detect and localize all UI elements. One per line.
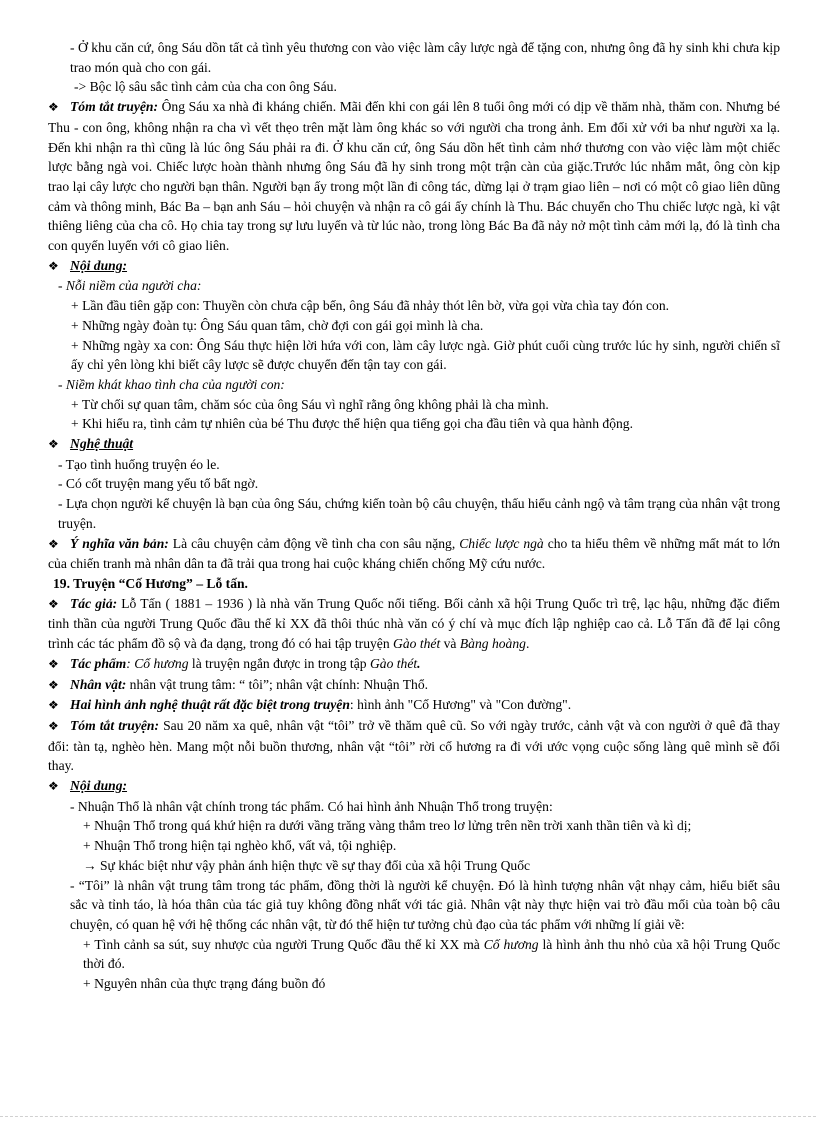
paragraph-text: . bbox=[417, 655, 421, 671]
section-label: Tác phẩm bbox=[70, 655, 127, 671]
meaning-paragraph bbox=[48, 534, 780, 574]
summary-paragraph bbox=[48, 716, 780, 776]
paragraph-text: + Tình cảnh sa sút, suy nhược của người Trung Quốc đầu thế kỉ XX mà bbox=[83, 936, 484, 952]
section-label: Tác giả: bbox=[70, 595, 118, 611]
section-label: Tóm tắt truyện: bbox=[70, 717, 159, 733]
document-body bbox=[48, 38, 780, 994]
work-title: Bàng hoàng bbox=[459, 636, 526, 652]
paragraph-text: Là câu chuyện cảm động về tình cha con sâu nặng, bbox=[168, 535, 460, 551]
paragraph-text: Sau 20 năm xa quê, nhân vật “tôi” trở về thăm quê cũ. So với ngày trước, cảnh vật và con người ở quê đã thay đổi: tàn tạ, nghèo hèn. Mang một nỗi buồn thương, nhân vật “tôi” rời cố hương ra đi với ước vọng cuộc sống làng quê mình sẽ đổi thay. bbox=[48, 717, 780, 774]
section-label: Nghệ thuật bbox=[70, 436, 134, 452]
paragraph-text: là truyện ngắn được in trong tập bbox=[188, 655, 370, 671]
work-title: Chiếc lược ngà bbox=[459, 535, 544, 551]
list-item: + Nhuận Thổ trong quá khứ hiện ra dưới vầng trăng vàng thắm treo lơ lửng trên nền trời xanh thần tiên và kì dị; bbox=[83, 818, 692, 834]
paragraph-text: nhân vật trung tâm: “ tôi”; nhân vật chính: Nhuận Thổ. bbox=[126, 676, 429, 692]
list-item: - Có cốt truyện mang yếu tố bất ngờ. bbox=[58, 476, 259, 492]
character-paragraph bbox=[48, 675, 780, 696]
bullet-icon: ❖ bbox=[48, 698, 59, 713]
section-label: Tóm tắt truyện: bbox=[70, 99, 159, 115]
work-title: Cố hương bbox=[483, 936, 539, 952]
paragraph: -> Bộc lộ sâu sắc tình cảm của cha con ông Sáu. bbox=[74, 79, 337, 95]
bullet-icon: ❖ bbox=[48, 779, 59, 794]
summary-paragraph bbox=[48, 97, 780, 256]
list-item: - Tạo tình huống truyện éo le. bbox=[58, 456, 220, 472]
paragraph-text: Ông Sáu xa nhà đi kháng chiến. Mãi đến khi con gái lên 8 tuổi ông mới có dịp về thăm nhà, thăm con. Nhưng bé Thu - con ông, không nhận ra cha vì vết thẹo trên mặt làm ông khác so với người cha trong ảnh. Em đối xử với ba như người xa lạ. Đến khi nhận ra thì cũng là lúc ông Sáu phải ra đi. Ở khu căn cứ, ông Sáu dồn hết tình cảm nhớ thương con vào việc làm một chiếc lược bằng ngà voi. Chiếc lược hoàn thành nhưng ông Sáu đã hy sinh trong một trận càn của giặc.Trước lúc nhắm mắt, ông còn kịp trao lại cây lược cho người bạn thân. Người bạn ấy trong một lần đi công tác, dừng lại ở trạm giao liên – nơi có một cô giao liên dũng cảm và thông minh, Bác Ba – bạn anh Sáu – hỏi chuyện và nhận ra cô gái ấy chính là Thu. Bác chuyển cho Thu chiếc lược ngà, kỉ vật thiêng liêng của cha cô. Họ chia tay trong sự lưu luyến và từ lúc nào, trong lòng Bác Ba đã nảy nở một tình cảm mới lạ, đó là tình cha con quyến luyến với cô giao liên. bbox=[48, 99, 780, 254]
section-title: 19. Truyện “Cố Hương” – Lỗ tấn. bbox=[53, 575, 248, 591]
section-heading bbox=[48, 256, 780, 277]
work-title: Cố hương bbox=[134, 655, 189, 671]
section-label: Nội dung: bbox=[70, 778, 128, 794]
paragraph-text: cho ta hiểu thêm về những mất mát to lớn của chiến tranh mà nhân dân ta đã trải qua trong hai cuộc kháng chiến chống Mỹ cứu nước. bbox=[48, 535, 781, 572]
bullet-icon: ❖ bbox=[48, 677, 59, 692]
author-paragraph bbox=[48, 594, 780, 654]
list-item: + Những ngày đoàn tụ: Ông Sáu quan tâm, chờ đợi con gái gọi mình là cha. bbox=[71, 317, 484, 333]
section-label: Nội dung: bbox=[70, 257, 128, 273]
list-item: + Từ chối sự quan tâm, chăm sóc của ông Sáu vì nghĩ rằng ông không phải là cha mình. bbox=[71, 396, 549, 412]
bullet-icon: ❖ bbox=[48, 718, 59, 733]
list-item: + Nhuận Thổ trong hiện tại nghèo khổ, vất vả, tội nghiệp. bbox=[83, 838, 397, 854]
bullet-icon: ❖ bbox=[48, 596, 59, 611]
paragraph-text: là hình ảnh thu nhỏ của xã hội Trung Quốc thời đó. bbox=[83, 936, 781, 972]
list-item: - Nhuận Thổ là nhân vật chính trong tác phẩm. Có hai hình ảnh Nhuận Thổ trong truyện: bbox=[70, 798, 553, 814]
bullet-icon: ❖ bbox=[48, 536, 59, 551]
list-item: + Nguyên nhân của thực trạng đáng buồn đó bbox=[83, 976, 326, 992]
list-item: - Lựa chọn người kể chuyện là bạn của ông Sáu, chứng kiến toàn bộ câu chuyện, thấu hiểu cảnh ngộ và tâm trạng của nhân vật trong truyện. bbox=[58, 496, 780, 531]
work-title: Gào thét bbox=[369, 655, 418, 671]
paragraph: - Ở khu căn cứ, ông Sáu dồn tất cả tình yêu thương con vào việc làm cây lược ngà để tặng con, nhưng ông đã hy sinh khi chưa kịp trao món quà cho con gái. bbox=[70, 40, 780, 75]
sub-heading: - Niềm khát khao tình cha của người con: bbox=[58, 376, 285, 392]
list-item: + Khi hiểu ra, tình cảm tự nhiên của bé Thu được thể hiện qua tiếng gọi cha đầu tiên và qua hành động. bbox=[71, 416, 633, 432]
work-title: Gào thét bbox=[393, 636, 441, 652]
images-paragraph bbox=[48, 695, 780, 716]
section-label: Nhân vật: bbox=[70, 676, 127, 692]
paragraph-text: : bbox=[126, 655, 135, 671]
list-item: - “Tôi” là nhân vật trung tâm trong tác phẩm, đồng thời là người kể chuyện. Đó là hình tượng nhân vật nhạy cảm, hiểu biết sâu sắc và tỉnh táo, là hóa thân của tác giả tuy không đồng nhất với tác giả. Nhân vật này thực hiện vai trò đầu mối của toàn bộ câu chuyện, có quan hệ với hệ thống các nhân vật, từ đó thể hiện tư tưởng chủ đạo của tác phẩm với những lí giải về: bbox=[70, 877, 780, 932]
sub-heading: - Nỗi niềm của người cha: bbox=[58, 278, 202, 294]
bullet-icon: ❖ bbox=[48, 656, 59, 671]
list-item bbox=[48, 935, 780, 974]
paragraph-text: : hình ảnh "Cố Hương" và "Con đường". bbox=[349, 697, 572, 713]
section-label: Ý nghĩa văn bản: bbox=[70, 535, 169, 551]
bullet-icon: ❖ bbox=[48, 100, 59, 115]
bullet-icon: ❖ bbox=[48, 258, 59, 273]
paragraph-text: và bbox=[440, 636, 460, 652]
section-heading bbox=[48, 434, 780, 455]
paragraph-text: . bbox=[525, 636, 530, 652]
section-heading bbox=[48, 776, 780, 797]
list-item: → Sự khác biệt như vậy phản ánh hiện thực về sự thay đổi của xã hội Trung Quốc bbox=[83, 857, 531, 873]
bullet-icon: ❖ bbox=[48, 437, 59, 452]
paragraph-text: Lỗ Tấn ( 1881 – 1936 ) là nhà văn Trung Quốc nổi tiếng. Bối cảnh xã hội Trung Quốc trì trệ, lạc hậu, những đặc điểm tinh thần của người Trung Quốc đầu thế kỉ XX đã thôi thúc nhà văn có ý chí và mục đích lập nghiệp cao cả. Lỗ Tấn đã để lại công trình các tác phẩm đồ sộ và đa dạng, trong đó có hai tập truyện bbox=[48, 595, 780, 652]
list-item: + Những ngày xa con: Ông Sáu thực hiện lời hứa với con, làm cây lược ngà. Giờ phút cuối cùng trước lúc hy sinh, người chiến sĩ ấy chỉ yên lòng khi biết cây lược sẽ được chuyển đến tận tay con gái. bbox=[71, 337, 780, 373]
section-label: Hai hình ảnh nghệ thuật rất đặc biệt trong truyện bbox=[70, 697, 350, 713]
page-border bbox=[0, 1116, 816, 1117]
list-item: + Lần đầu tiên gặp con: Thuyền còn chưa cập bến, ông Sáu đã nhảy thót lên bờ, vừa gọi vừa chìa tay đón con. bbox=[71, 298, 670, 314]
work-paragraph bbox=[48, 654, 780, 675]
